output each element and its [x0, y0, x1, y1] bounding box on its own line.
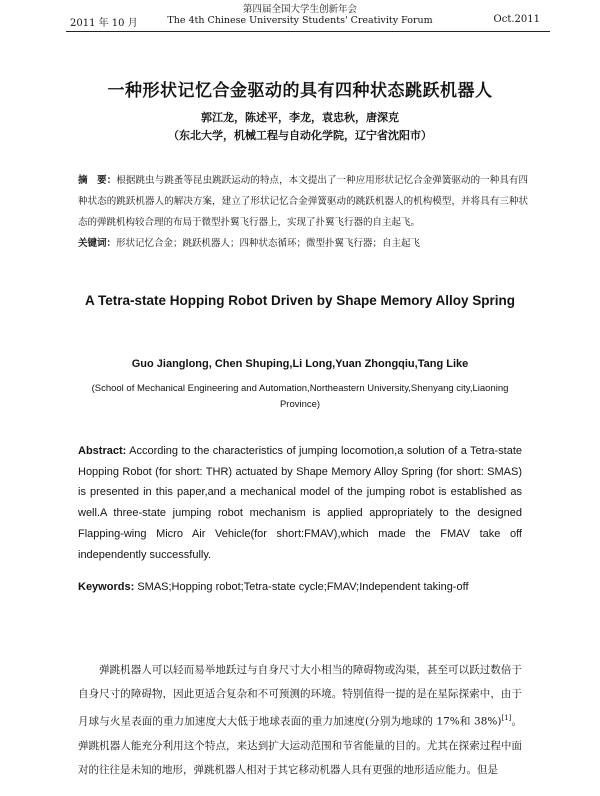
- cn-keywords-text: 形状记忆合金；跳跃机器人；四种状态循环；微型扑翼飞行器；自主起飞: [116, 238, 421, 249]
- cn-abstract-label: 摘 要：: [78, 175, 117, 186]
- body-paragraph: [78, 658, 522, 782]
- body-paragraph-part2: 。弹跳机器人能充分利用这个特点，来达到扩大运动范围和节省能量的目的。尤其在探索过程中面对的往往是未知的地形，弹跳机器人相对于其它移动机器人具有更强的地形适应能力。但是: [78, 715, 523, 776]
- cn-keywords-label: 关键词：: [78, 238, 117, 249]
- citation-ref[interactable]: [1]: [501, 714, 512, 722]
- en-keywords-label: Keywords:: [78, 581, 135, 593]
- header-conference-en: The 4th Chinese University Students' Creativity Forum: [167, 15, 433, 26]
- body-paragraph-part1: 弹跳机器人可以轻而易举地跃过与自身尺寸大小相当的障碍物或沟渠，甚至可以跃过数倍于自身尺寸的障碍物，因此更适合复杂和不可预测的环境。特别值得一提的是在星际探索中，由于月球与火星表面的重力加速度大大低于地球表面的重力加速度(分别为地球的 17%和 38%): [78, 664, 522, 728]
- en-authors: Guo Jianglong, Chen Shuping,Li Long,Yuan Zhongqiu,Tang Like: [131, 358, 469, 370]
- header-rule: [66, 31, 550, 32]
- en-keywords-text: SMAS;Hopping robot;Tetra-state cycle;FMAV;Independent taking-off: [137, 581, 469, 593]
- cn-keywords: [78, 235, 528, 249]
- en-title: A Tetra-state Hopping Robot Driven by Shape Memory Alloy Spring: [84, 293, 516, 308]
- en-affiliation: (School of Mechanical Engineering and Automation,Northeastern University,Shenyang city,Liaoning Province): [91, 383, 509, 410]
- header-date-cn: 2011 年 10 月: [70, 18, 138, 29]
- cn-title: 一种形状记忆合金驱动的具有四种状态跳跃机器人: [107, 81, 493, 101]
- en-abstract-text: According to the characteristics of jumping locomotion,a solution of a Tetra-state Hopping Robot (for short: THR) actuated by Shape Memory Alloy Spring (for short: SMAS) is presented in this paper,and a mechanical model of the jumping robot is established as well.A three-state jumping robot mechanism is applied appropriately to the designed Flapping-wing Micro Air Vehicle(for short:FMAV),which made the FMAV take off independently successfully.: [78, 445, 522, 561]
- header-date-en: Oct.2011: [493, 14, 540, 25]
- cn-abstract-text: 根据跳虫与跳蚤等昆虫跳跃运动的特点，本文提出了一种应用形状记忆合金弹簧驱动的一种具有四种状态的跳跃机器人的解决方案，建立了形状记忆合金弹簧驱动的跳跃机器人的机构模型，并将具有三种状态的弹跳机构较合理的布局于微型扑翼飞行器上，实现了扑翼飞行器的自主起飞。: [78, 175, 528, 228]
- cn-authors: 郭江龙，陈述平，李龙，袁忠秋，唐深克: [201, 111, 399, 124]
- en-abstract: [78, 441, 522, 565]
- header-conference-cn: 第四届全国大学生创新年会: [242, 4, 357, 15]
- cn-affiliation: （东北大学，机械工程与自动化学院，辽宁省沈阳市）: [168, 129, 432, 142]
- en-keywords: [78, 581, 522, 593]
- cn-abstract: [78, 170, 528, 233]
- en-abstract-label: Abstract:: [78, 445, 127, 457]
